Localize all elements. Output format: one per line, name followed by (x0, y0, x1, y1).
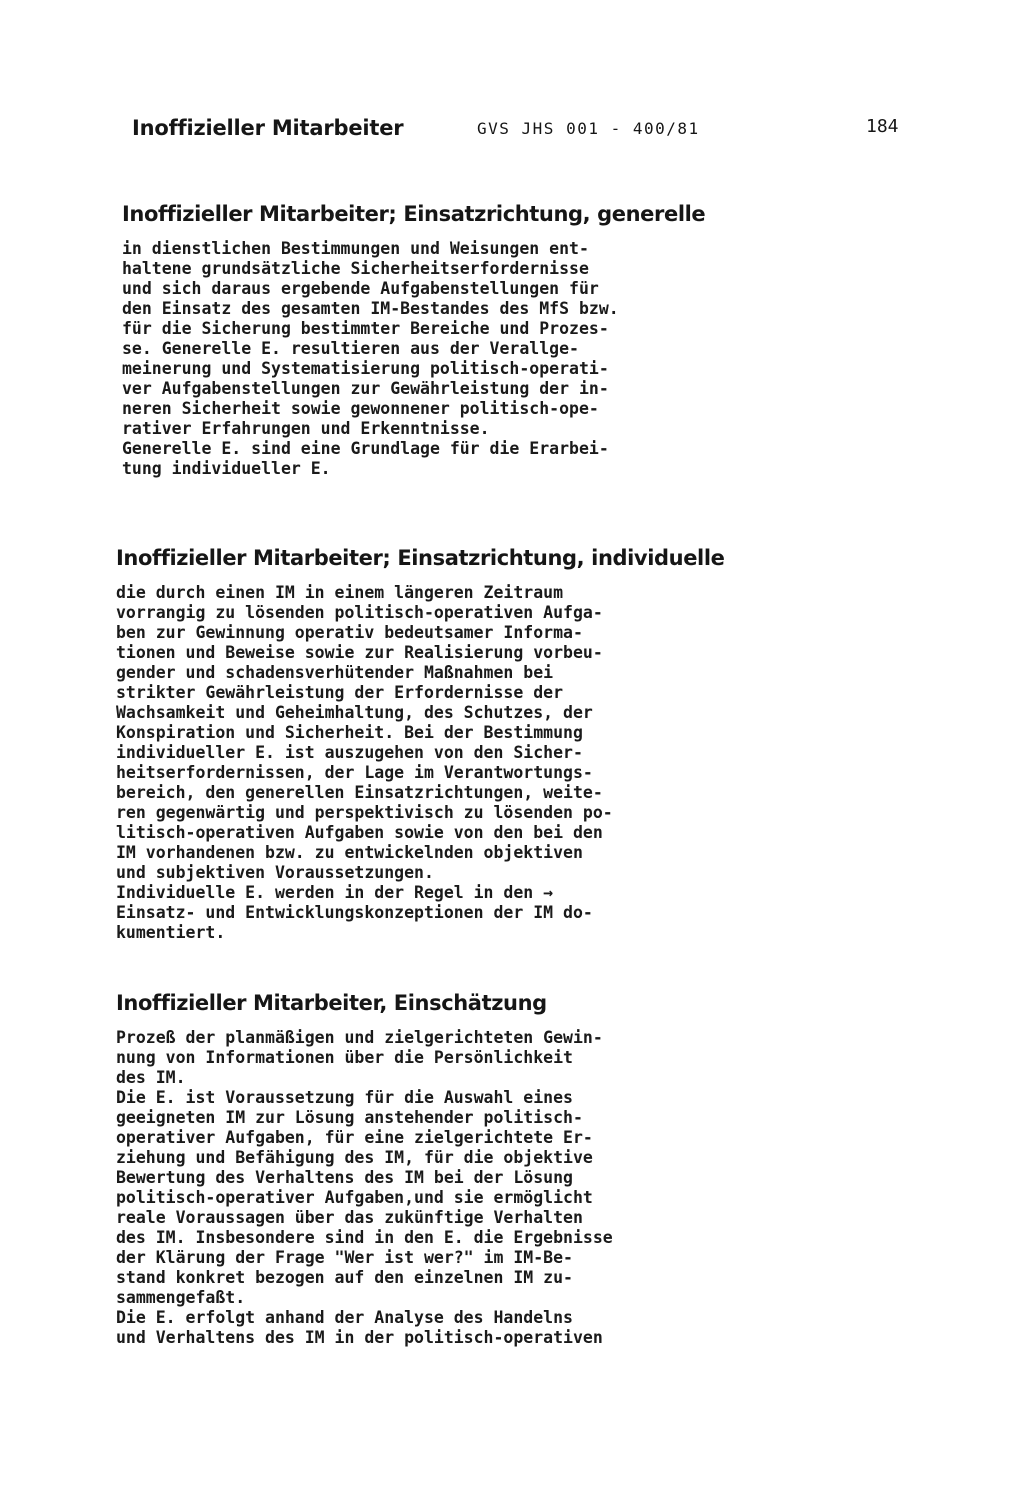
entry-text-line: der Klärung der Frage "Wer ist wer?" im IM-Be- (116, 1248, 573, 1267)
entry-text-line: strikter Gewährleistung der Erfordernisse der (116, 683, 564, 702)
entry-text-line: Wachsamkeit und Geheimhaltung, des Schutzes, der (116, 703, 593, 722)
dictionary-entry (122, 199, 705, 479)
entry-text-line: operativer Aufgaben, für eine zielgerichtete Er- (116, 1128, 593, 1147)
entry-text-line: neren Sicherheit sowie gewonnener politisch-ope- (122, 399, 599, 418)
entry-text-line: ziehung und Befähigung des IM, für die objektive (116, 1148, 593, 1167)
entry-text-line: ben zur Gewinnung operativ bedeutsamer Informa- (116, 623, 583, 642)
entry-text-line: und sich daraus ergebende Aufgabenstellungen für (122, 279, 599, 298)
entry-text-line: bereich, den generellen Einsatzrichtungen, weite- (116, 783, 603, 802)
entry-text-line: gender und schadensverhütender Maßnahmen bei (116, 663, 554, 682)
entry-text-line: Konspiration und Sicherheit. Bei der Bestimmung (116, 723, 583, 742)
entry-text-line: litisch-operativen Aufgaben sowie von den bei den (116, 823, 603, 842)
entry-text-line: IM vorhandenen bzw. zu entwickelnden objektiven (116, 843, 583, 862)
entry-text-line: und Verhaltens des IM in der politisch-operativen (116, 1328, 603, 1347)
entry-text-line: tionen und Beweise sowie zur Realisierung vorbeu- (116, 643, 603, 662)
entry-body (122, 239, 705, 479)
entry-text-line: rativer Erfahrungen und Erkenntnisse. (122, 419, 490, 438)
entry-text-line: des IM. Insbesondere sind in den E. die Ergebnisse (116, 1228, 613, 1247)
entry-text-line: in dienstlichen Bestimmungen und Weisungen ent- (122, 239, 589, 258)
entry-text-line: Individuelle E. werden in der Regel in den → (116, 883, 554, 902)
entry-text-line: sammengefaßt. (116, 1288, 246, 1307)
dictionary-entry (116, 543, 724, 943)
entry-heading: Inoffizieller Mitarbeiter; Einsatzrichtung, generelle (122, 202, 706, 226)
entry-text-line: tung individueller E. (122, 459, 331, 478)
entry-text-line: heitserfordernissen, der Lage im Verantwortungs- (116, 763, 593, 782)
entry-text-line: ren gegenwärtig und perspektivisch zu lösenden po- (116, 803, 613, 822)
entry-text-line: se. Generelle E. resultieren aus der Verallge- (122, 339, 579, 358)
entry-text-line: kumentiert. (116, 923, 226, 942)
running-title: Inoffizieller Mitarbeiter (132, 116, 404, 140)
entry-text-line: Die E. erfolgt anhand der Analyse des Handelns (116, 1308, 573, 1327)
dictionary-entry (116, 988, 613, 1348)
entry-body (116, 583, 724, 943)
entry-heading: Inoffizieller Mitarbeiter; Einsatzrichtung, individuelle (116, 546, 725, 570)
entry-text-line: vorrangig zu lösenden politisch-operativen Aufga- (116, 603, 603, 622)
entry-text-line: individueller E. ist auszugehen von den Sicher- (116, 743, 583, 762)
entry-text-line: stand konkret bezogen auf den einzelnen IM zu- (116, 1268, 573, 1287)
document-classification-code: GVS JHS 001 - 400/81 (477, 119, 700, 138)
entry-text-line: Die E. ist Voraussetzung für die Auswahl eines (116, 1088, 573, 1107)
entry-text-line: und subjektiven Voraussetzungen. (116, 863, 434, 882)
entry-text-line: die durch einen IM in einem längeren Zeitraum (116, 583, 564, 602)
entry-body (116, 1028, 613, 1348)
entry-text-line: meinerung und Systematisierung politisch-operati- (122, 359, 609, 378)
page-header (0, 116, 1024, 150)
entry-text-line: Generelle E. sind eine Grundlage für die Erarbei- (122, 439, 609, 458)
entry-text-line: nung von Informationen über die Persönlichkeit (116, 1048, 573, 1067)
entry-text-line: den Einsatz des gesamten IM-Bestandes des MfS bzw. (122, 299, 619, 318)
entry-heading: Inoffizieller Mitarbeiter, Einschätzung (116, 991, 547, 1015)
entry-text-line: geeigneten IM zur Lösung anstehender politisch- (116, 1108, 583, 1127)
entry-text-line: Einsatz- und Entwicklungskonzeptionen der IM do- (116, 903, 593, 922)
entry-text-line: Prozeß der planmäßigen und zielgerichteten Gewin- (116, 1028, 603, 1047)
entry-text-line: für die Sicherung bestimmter Bereiche und Prozes- (122, 319, 609, 338)
entry-text-line: reale Voraussagen über das zukünftige Verhalten (116, 1208, 583, 1227)
entry-text-line: des IM. (116, 1068, 186, 1087)
entry-text-line: Bewertung des Verhaltens des IM bei der Lösung (116, 1168, 573, 1187)
entry-text-line: politisch-operativer Aufgaben,und sie ermöglicht (116, 1188, 593, 1207)
entry-text-line: haltene grundsätzliche Sicherheitserfordernisse (122, 259, 589, 278)
page-number: 184 (866, 116, 899, 137)
entry-text-line: ver Aufgabenstellungen zur Gewährleistung der in- (122, 379, 609, 398)
